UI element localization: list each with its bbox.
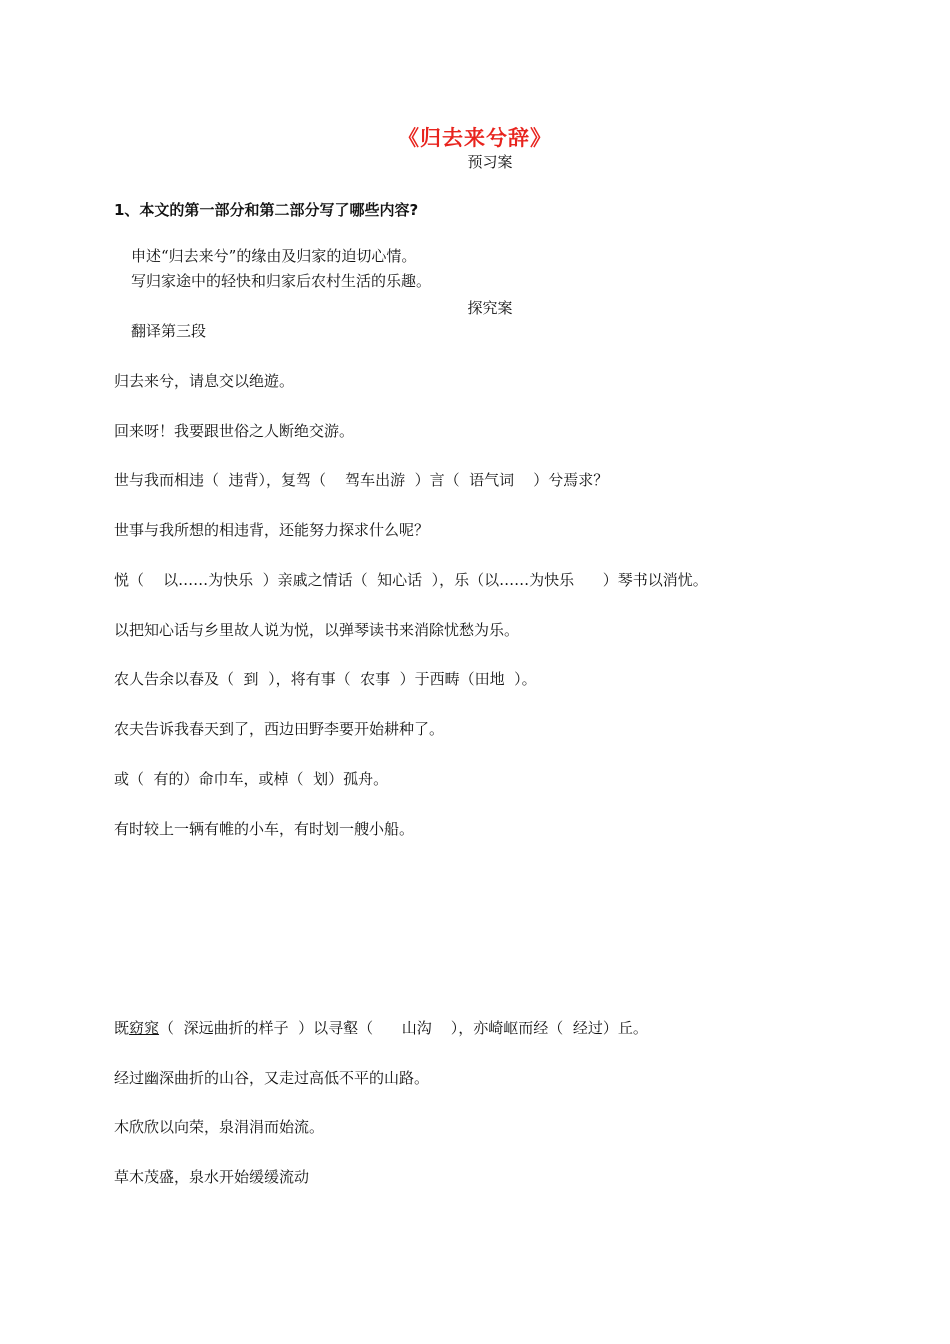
question-1: 1、本文的第一部分和第二部分写了哪些内容? (114, 201, 419, 219)
text-line-2: 回来呀！我要跟世俗之人断绝交游。 (114, 422, 355, 440)
section-preview-heading: 预习案 (467, 153, 513, 171)
text-line-14: 草木茂盛，泉水开始缓缓流动 (114, 1168, 310, 1186)
text-line-8: 农夫告诉我春天到了，西边田野李要开始耕种了。 (114, 720, 445, 738)
document-title: 《归去来兮辞》 (398, 126, 552, 150)
text-line-13: 木欣欣以向荣，泉涓涓而始流。 (114, 1118, 325, 1136)
translate-heading: 翻译第三段 (131, 322, 207, 340)
section-explore-heading: 探究案 (467, 299, 513, 317)
line-11-post: （ 深远曲折的样子 ）以寻壑（ 山沟 ），亦崎岖而经（ 经过）丘。 (159, 1019, 648, 1037)
text-line-4: 世事与我所想的相违背，还能努力探求什么呢？ (114, 521, 430, 539)
answer-line-1: 申述“归去来兮”的缘由及归家的迫切心情。 (131, 247, 417, 265)
text-line-6: 以把知心话与乡里故人说为悦，以弹琴读书来消除忧愁为乐。 (114, 621, 520, 639)
text-line-11 (114, 1018, 648, 1038)
text-line-3: 世与我而相违（ 违背），复驾（ 驾车出游 ）言（ 语气词 ）兮焉求？ (114, 471, 609, 489)
line-11-pre: 既 (114, 1019, 130, 1037)
text-line-1: 归去来兮，请息交以绝遊。 (114, 372, 295, 390)
text-line-5: 悦（ 以……为快乐 ）亲戚之情话（ 知心话 ），乐（以……为快乐 ）琴书以消忧。 (114, 571, 708, 589)
text-line-10: 有时较上一辆有帷的小车，有时划一艘小船。 (114, 820, 415, 838)
text-line-12: 经过幽深曲折的山谷，又走过高低不平的山路。 (114, 1069, 430, 1087)
text-line-7: 农人告余以春及（ 到 ），将有事（ 农事 ）于西畴（田地 ）。 (114, 670, 537, 688)
text-line-9: 或（ 有的）命巾车，或棹（ 划）孤舟。 (114, 770, 389, 788)
answer-line-2: 写归家途中的轻快和归家后农村生活的乐趣。 (131, 272, 432, 290)
underlined-term: 窈窕 (129, 1019, 160, 1037)
